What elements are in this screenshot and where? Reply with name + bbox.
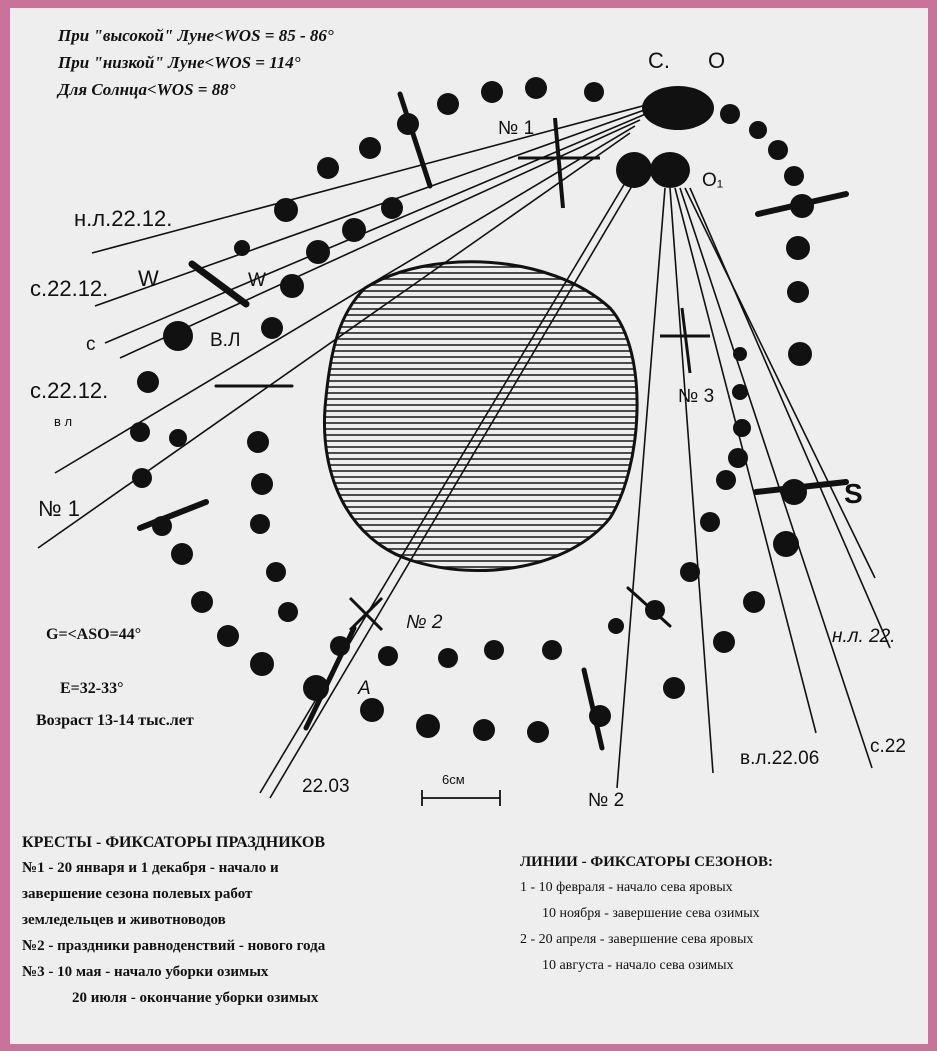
crosses-legend-item-1a: №1 - 20 января и 1 декабря - начало и: [22, 860, 279, 876]
crosses-legend-item-1c: земледельцев и животноводов: [22, 912, 226, 928]
header-line-2: При "низкой" Луне<WOS = 114°: [58, 53, 301, 72]
diagram-sheet: [10, 8, 928, 1044]
scale-label: 6см: [442, 772, 465, 787]
label-vl-2206: в.л.22.06: [740, 748, 820, 769]
central-mound: [324, 262, 637, 571]
label-o1: O₁: [702, 170, 724, 191]
label-o: O: [708, 48, 726, 73]
label-vl-inner: В.Л: [210, 330, 241, 351]
header-line-1: При "высокой" Луне<WOS = 85 - 86°: [58, 26, 334, 45]
label-nl-22-right: н.л. 22.: [832, 626, 896, 647]
crosses-legend-item-1b: завершение сезона полевых работ: [22, 886, 253, 902]
label-w-big: W: [138, 266, 159, 291]
label-no3: № 3: [678, 386, 715, 407]
label-date-2203: 22.03: [302, 776, 350, 797]
param-age: Возраст 13-14 тыс.лет: [36, 712, 194, 729]
main-stones: [616, 86, 714, 188]
lines-legend-item-1a: 1 - 10 февраля - начало сева яровых: [520, 880, 733, 895]
label-c-mark: с: [86, 334, 96, 355]
crosses-legend-item-3a: №3 - 10 мая - начало уборки озимых: [22, 964, 269, 980]
scale-bar: [422, 790, 500, 806]
label-nl-2212: н.л.22.12.: [74, 206, 173, 231]
label-s-22-right: с.22: [870, 736, 906, 757]
lines-legend-item-2a: 2 - 20 апреля - завершение сева яровых: [520, 932, 754, 947]
label-w-small: W: [248, 270, 266, 291]
label-vl-small: в л: [54, 414, 73, 429]
label-no1-top: № 1: [498, 118, 535, 139]
label-a: А: [358, 678, 371, 699]
param-e: E=32-33°: [60, 680, 124, 697]
label-s-2212-a: с.22.12.: [30, 276, 109, 301]
lines-legend-item-2b: 10 августа - начало сева озимых: [542, 958, 734, 973]
crosses-legend-item-2: №2 - праздники равноденствий - нового года: [22, 938, 326, 954]
crosses-legend-title: КРЕСТЫ - ФИКСАТОРЫ ПРАЗДНИКОВ: [22, 834, 326, 851]
label-no1-left: № 1: [38, 496, 80, 521]
label-no2-inner: № 2: [406, 612, 443, 633]
crosses-legend-item-3b: 20 июля - окончание уборки озимых: [72, 990, 319, 1006]
lines-legend-title: ЛИНИИ - ФИКСАТОРЫ СЕЗОНОВ:: [520, 854, 774, 870]
label-no2-bottom: № 2: [588, 790, 625, 811]
label-s-2212-b: с.22.12.: [30, 378, 109, 403]
label-s: S: [844, 478, 863, 509]
header-line-3: Для Солнца<WOS = 88°: [58, 80, 236, 99]
lines-legend-item-1b: 10 ноября - завершение сева озимых: [542, 906, 760, 921]
label-c: С.: [648, 48, 670, 73]
param-g: G=<ASO=44°: [46, 626, 142, 643]
